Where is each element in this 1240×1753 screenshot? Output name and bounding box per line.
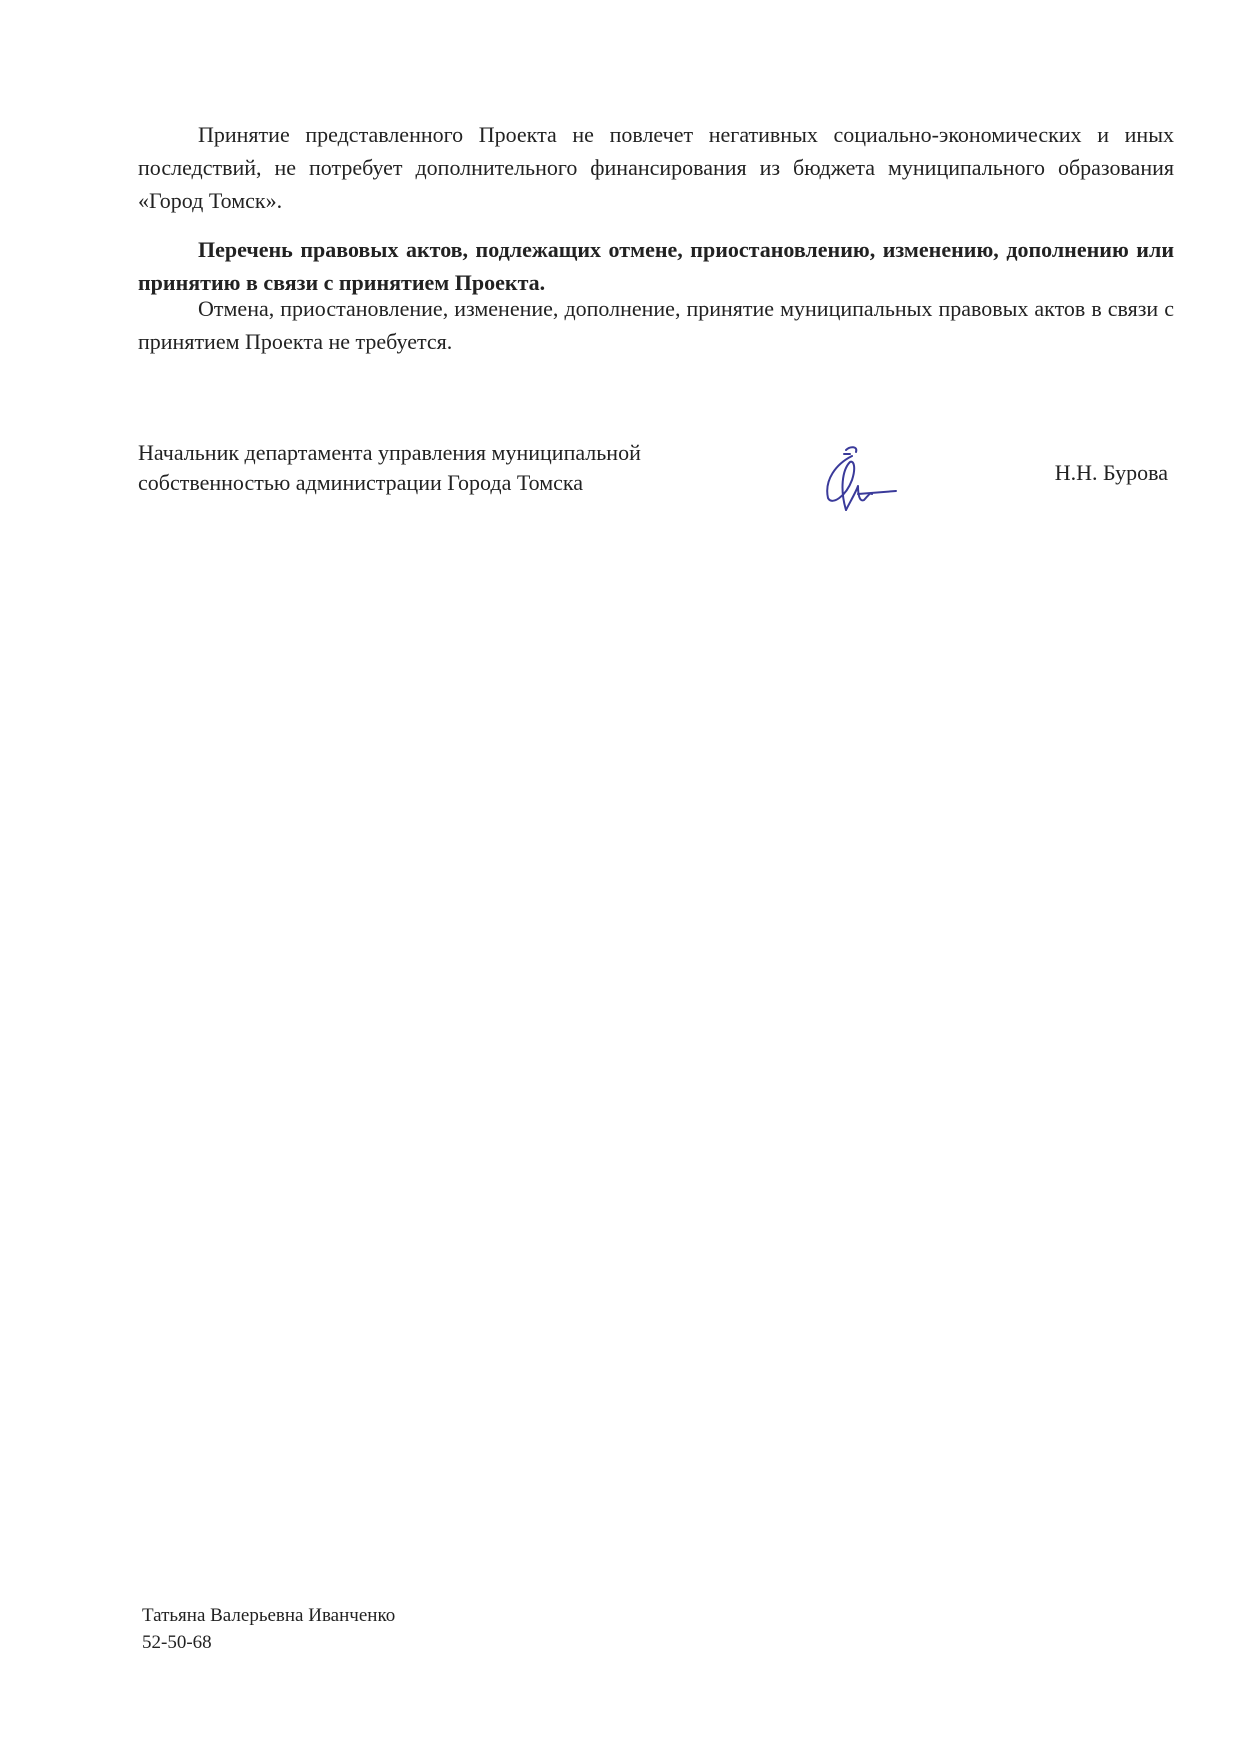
executor-info	[142, 1602, 395, 1656]
signatory-name: Н.Н. Бурова	[1054, 460, 1168, 485]
legal-acts-heading: Перечень правовых актов, подлежащих отмене, приостановлению, изменению, дополнению или принятию в связи с принятием Проекта.	[138, 237, 1174, 295]
executor-name: Татьяна Валерьевна Иванченко	[142, 1605, 396, 1626]
impact-paragraph: Принятие представленного Проекта не повлечет негативных социально-экономических и иных последствий, не потребует дополнительного финансирования из бюджета муниципального образования «Город Томск».	[138, 122, 1174, 213]
signatory-position-line-1: Начальник департамента управления муниципальной	[138, 440, 641, 465]
signatory-position-line-2: собственностью администрации Города Томска	[138, 470, 584, 495]
legal-acts-paragraph: Отмена, приостановление, изменение, дополнение, принятие муниципальных правовых актов в связи с принятием Проекта не требуется.	[138, 296, 1174, 354]
handwritten-signature	[806, 440, 906, 530]
signatory-position	[138, 438, 641, 498]
executor-phone: 52-50-68	[142, 1632, 212, 1653]
